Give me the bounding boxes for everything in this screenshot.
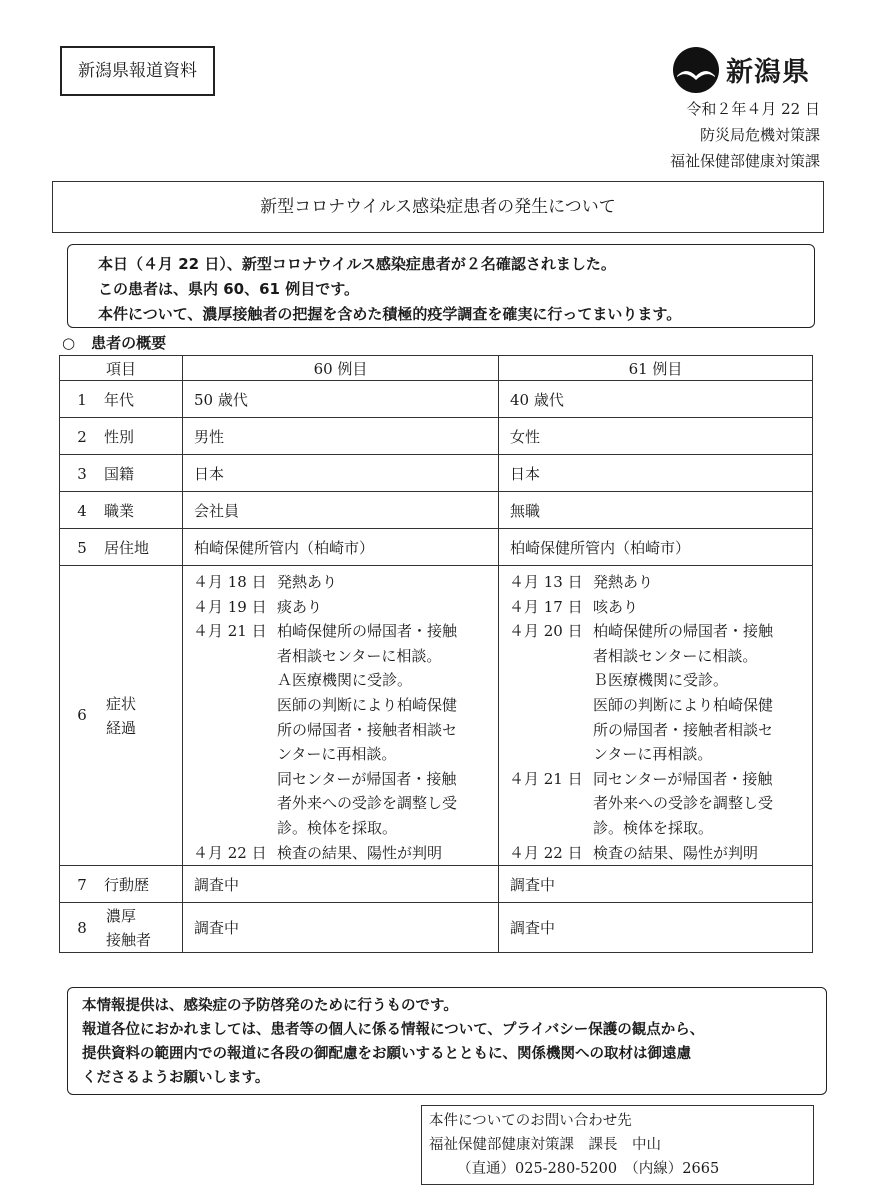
course-line [499, 841, 812, 866]
cell-case60: 調査中 [183, 903, 499, 953]
row-label: 5 居住地 [60, 529, 183, 566]
course-text: ンターに再相談。 [593, 745, 713, 764]
cell-case61: 女性 [499, 418, 813, 455]
department-1: 防災局危機対策課 [699, 126, 820, 144]
table-row [60, 492, 813, 529]
course-line [183, 767, 498, 792]
contact-person: 福祉保健部健康対策課 課長 中山 [429, 1137, 661, 1153]
course-line [183, 791, 498, 816]
course-text: Ｂ医療機関に受診。 [593, 671, 729, 690]
header-case61: 61 例目 [499, 356, 813, 381]
course-line [183, 742, 498, 767]
table-row [60, 866, 813, 903]
course-date: ４月 22 日 [509, 843, 583, 862]
notice-line: 提供資料の範囲内での報道に各段の御配慮をお願いするとともに、関係機関への取材は御遠慮 [82, 1046, 691, 1062]
section-title: 患者の概要 [91, 334, 167, 352]
course-case60 [183, 566, 499, 866]
table-header-row [60, 356, 813, 381]
course-line [183, 816, 498, 841]
cell-case61: 調査中 [499, 903, 813, 953]
row-label: 6症状 経過 [60, 566, 183, 866]
course-line [499, 767, 812, 792]
issue-date: 令和２年４月 22 日 [686, 100, 820, 118]
course-text: 者相談センターに相談。 [593, 646, 758, 665]
cell-case61: 40 歳代 [499, 381, 813, 418]
course-date: ４月 17 日 [509, 597, 583, 616]
course-text: 所の帰国者・接触者相談セ [593, 720, 774, 739]
course-date: ４月 18 日 [193, 573, 267, 591]
course-text: 者外来への受診を調整し受 [277, 794, 458, 813]
row-label: 4 職業 [60, 492, 183, 529]
course-text: 検査の結果、陽性が判明 [277, 843, 443, 862]
notice-box [67, 987, 827, 1095]
course-text: 柏崎保健所の帰国者・接触 [277, 622, 458, 641]
bullet-icon: ○ [62, 334, 76, 352]
press-release-tag: 新潟県報道資料 [60, 46, 215, 96]
cell-case60: 男性 [183, 418, 499, 455]
cell-case60: 50 歳代 [183, 381, 499, 418]
course-text: 発熱あり [593, 573, 654, 591]
course-line [183, 595, 498, 620]
notice-line: 報道各位におかれましては、患者等の個人に係る情報について、プライバシー保護の観点から、 [82, 1022, 705, 1038]
summary-box [67, 244, 815, 328]
course-date: ４月 22 日 [193, 843, 267, 862]
course-line [499, 595, 812, 620]
cell-case60: 会社員 [183, 492, 499, 529]
cell-case61: 調査中 [499, 866, 813, 903]
document-title: 新型コロナウイルス感染症患者の発生について [52, 181, 824, 233]
cell-case60: 日本 [183, 455, 499, 492]
course-text: 同センターが帰国者・接触 [593, 769, 773, 788]
course-line [183, 619, 498, 644]
course-text: 医師の判断により柏崎保健 [593, 695, 774, 714]
course-date: ４月 20 日 [509, 622, 583, 641]
course-text: 者外来への受診を調整し受 [593, 794, 774, 813]
section-heading [62, 332, 166, 353]
course-text: 柏崎保健所の帰国者・接触 [593, 622, 774, 641]
niigata-emblem-icon [672, 46, 720, 94]
course-text: 発熱あり [277, 573, 338, 591]
course-text: 診。検体を採取。 [593, 818, 714, 837]
contact-box [421, 1105, 814, 1185]
course-line [499, 791, 812, 816]
cell-case61: 無職 [499, 492, 813, 529]
notice-line: くださるようお願いします。 [82, 1070, 270, 1086]
symptom-course-row [60, 566, 813, 866]
course-text: 医師の判断により柏崎保健 [277, 695, 458, 714]
row-label: 2 性別 [60, 418, 183, 455]
course-date: ４月 13 日 [509, 573, 583, 591]
course-line [499, 816, 812, 841]
prefecture-logo [672, 46, 822, 94]
course-line [183, 668, 498, 693]
cell-case61: 柏崎保健所管内（柏崎市） [499, 529, 813, 566]
header-case60: 60 例目 [183, 356, 499, 381]
course-line [499, 693, 812, 718]
summary-line: 本件について、濃厚接触者の把握を含めた積極的疫学調査を確実に行ってまいります。 [98, 305, 682, 323]
table-row [60, 529, 813, 566]
cell-case60: 柏崎保健所管内（柏崎市） [183, 529, 499, 566]
contact-phone: （直通）025-280-5200 （内線）2665 [457, 1161, 720, 1177]
course-line [183, 570, 498, 595]
course-text: 所の帰国者・接触者相談セ [277, 720, 458, 739]
document-meta [670, 96, 820, 174]
course-text: 痰あり [277, 597, 323, 616]
row-label: 7 行動歴 [60, 866, 183, 903]
summary-line: この患者は、県内 60、61 例目です。 [98, 280, 359, 298]
table-row [60, 381, 813, 418]
course-line [499, 570, 812, 595]
course-line [183, 644, 498, 669]
course-case61 [499, 566, 813, 866]
course-line [499, 742, 812, 767]
course-text: 検査の結果、陽性が判明 [593, 843, 759, 862]
table-row [60, 418, 813, 455]
course-line [499, 619, 812, 644]
course-line [183, 718, 498, 743]
table-row [60, 903, 813, 953]
course-date: ４月 19 日 [193, 597, 267, 616]
cell-case61: 日本 [499, 455, 813, 492]
row-label: 1 年代 [60, 381, 183, 418]
course-line [499, 644, 812, 669]
course-date: ４月 21 日 [193, 622, 267, 641]
course-text: Ａ医療機関に受診。 [277, 671, 413, 690]
patient-table [59, 355, 813, 953]
course-text: ンターに再相談。 [277, 745, 397, 764]
contact-heading: 本件についてのお問い合わせ先 [429, 1113, 632, 1129]
cell-case60: 調査中 [183, 866, 499, 903]
logo-text: 新潟県 [726, 57, 810, 88]
course-line [499, 668, 812, 693]
notice-line: 本情報提供は、感染症の予防啓発のために行うものです。 [82, 998, 458, 1014]
course-line [499, 718, 812, 743]
course-text: 同センターが帰国者・接触 [277, 769, 457, 788]
row-label: 8濃厚 接触者 [60, 903, 183, 953]
course-line [183, 693, 498, 718]
row-label: 3 国籍 [60, 455, 183, 492]
course-text: 者相談センターに相談。 [277, 646, 442, 665]
summary-line: 本日（４月 22 日）、新型コロナウイルス感染症患者が２名確認されました。 [98, 255, 616, 273]
table-row [60, 455, 813, 492]
course-line [183, 841, 498, 866]
course-text: 咳あり [593, 597, 639, 616]
department-2: 福祉保健部健康対策課 [669, 152, 820, 170]
course-text: 診。検体を採取。 [277, 818, 398, 837]
course-date: ４月 21 日 [509, 769, 583, 788]
header-item: 項目 [60, 356, 183, 381]
